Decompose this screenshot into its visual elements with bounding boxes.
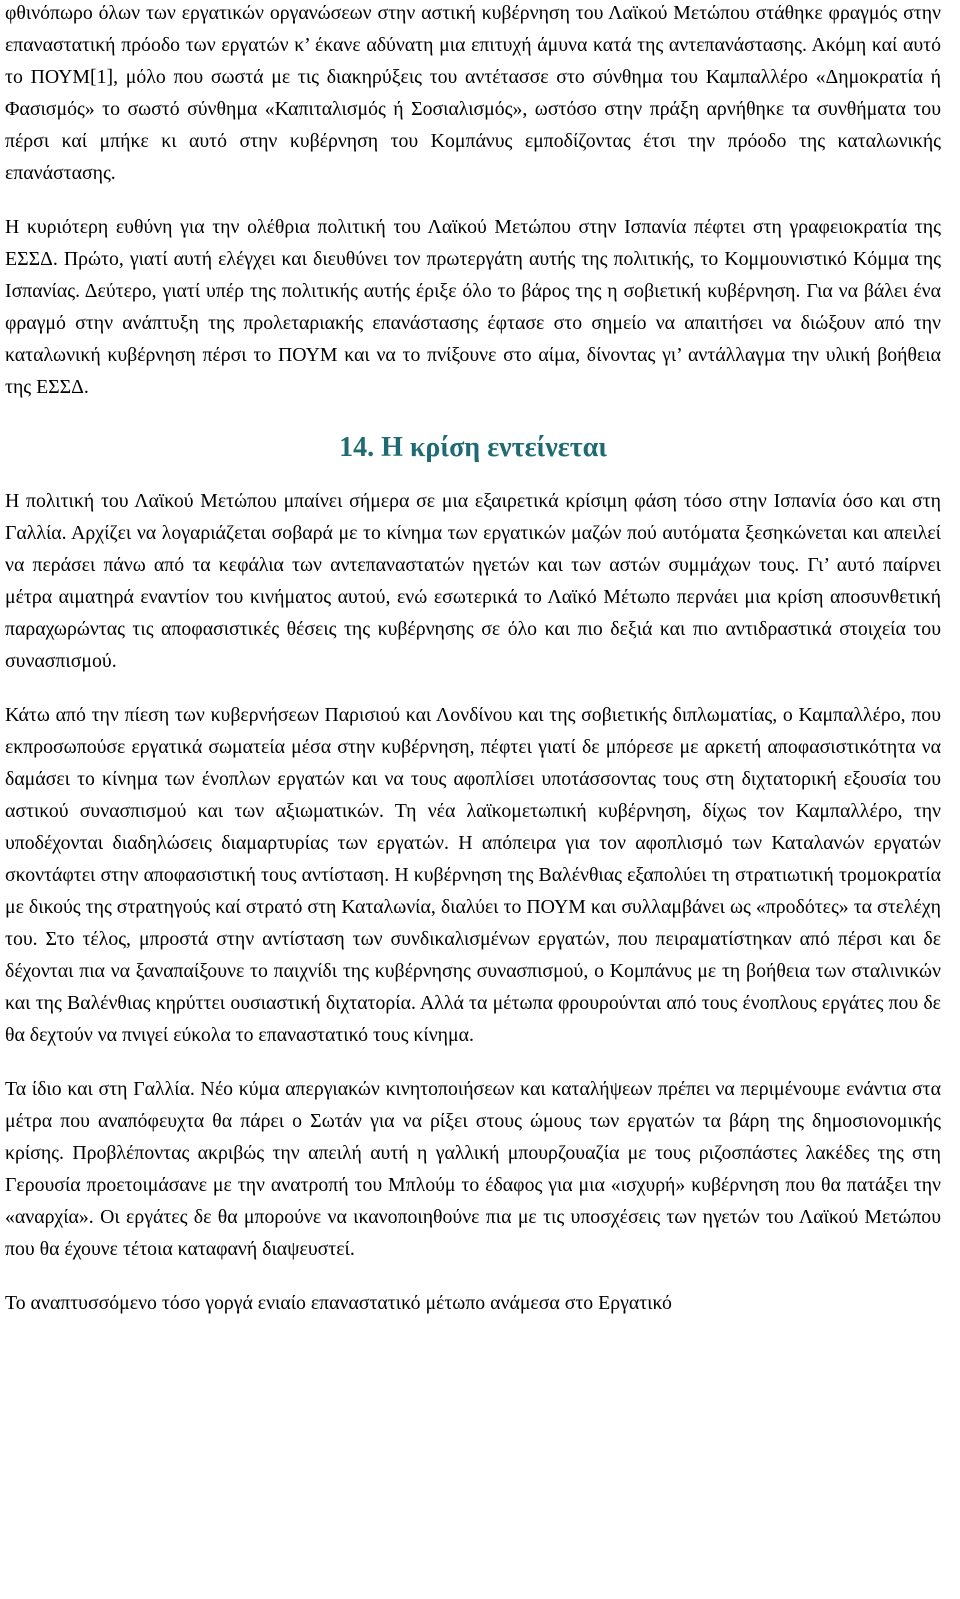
body-paragraph: Κάτω από την πίεση των κυβερνήσεων Παρισιού και Λονδίνου και της σοβιετικής διπλωματίας, ο Καμπαλλέρο, που εκπροσωπούσε εργατικά σωματεία μέσα στην κυβέρνηση, πέφτει γιατί δε μπόρεσε με αρκετή αποφασιστικότητα να δαμάσει το κίνημα των ένοπλων εργατών και να τους αφοπλίσει υποτάσσοντας τους στη διχτατορική εξουσία του αστικού συνασπισμού και των αξιωματικών. Τη νέα λαϊκομετωπική κυβέρνηση, δίχως τον Καμπαλλέρο, την υποδέχονται διαδηλώσεις διαμαρτυρίας των εργατών. Η απόπειρα για τον αφοπλισμό των Καταλανών εργατών σκοντάφτει στην αποφασιστική τους αντίσταση. Η κυβέρνηση της Βαλένθιας εξαπολύει τη στρατιωτική τρομοκρατία με δικούς της στρατηγούς καί στρατό στη Καταλωνία, διαλύει το ΠΟΥΜ και συλλαμβάνει ως «προδότες» τα στελέχη του. Στο τέλος, μπροστά στην αντίσταση των συνδικαλισμένων εργατών, που πειραματίστηκαν από πέρσι και δε δέχονται πια να ξαναπαίξουνε το παιχνίδι της κυβέρνησης συνασπισμού, ο Κομπάνυς με τη βοήθεια των σταλινικών και της Βαλένθιας κηρύττει ουσιαστική διχτατορία. Αλλά τα μέτωπα φρουρούνται από τους ένοπλους εργάτες που δε θα δεχτούν να πνιγεί εύκολα το επαναστατικό τους κίνημα. [5,704,941,1046]
body-paragraph: Η πολιτική του Λαϊκού Μετώπου μπαίνει σήμερα σε μια εξαιρετικά κρίσιμη φάση τόσο στην Ισπανία όσο και στη Γαλλία. Αρχίζει να λογαριάζεται σοβαρά με το κίνημα των εργατικών μαζών πού αυτόματα ξεσηκώνεται και απειλεί να περάσει πάνω από τα κεφάλια των αντεπαναστατών ηγετών και των αστών συμμάχων τους. Γι’ αυτό παίρνει μέτρα αιματηρά εναντίον του κινήματος αυτού, ενώ εσωτερικά το Λαϊκό Μέτωπο περνάει μια κρίση αποσυνθετική παραχωρώντας τις αποφασιστικές θέσεις της κυβέρνησης σε όλο και πιο δεξιά και πιο αντιδραστικά στοιχεία του συνασπισμού. [5,490,941,672]
body-paragraph: Τα ίδιο και στη Γαλλία. Νέο κύμα απεργιακών κινητοποιήσεων και καταλήψεων πρέπει να περιμένουμε ενάντια στα μέτρα που αναπόφευχτα θα πάρει ο Σωτάν για να ρίξει στους ώμους των εργατών τα βάρη της δημοσιονομικής κρίσης. Προβλέποντας ακριβώς την απειλή αυτή η γαλλική μπουρζουαζία με τους ριζοσπάστες λακέδες της στη Γερουσία προετοιμάσανε με την ανατροπή του Μπλούμ το έδαφος για μια «ισχυρή» κυβέρνηση που θα πατάξει την «αναρχία». Οι εργάτες δε θα μπορούνε να ικανοποιηθούνε πια με τις υποσχέσεις των ηγετών του Λαϊκού Μετώπου που θα έχουνε τέτοια καταφανή διαψευστεί. [5,1078,941,1260]
body-paragraph: φθινόπωρο όλων των εργατικών οργανώσεων στην αστική κυβέρνηση του Λαϊκού Μετώπου στάθηκε φραγμός στην επαναστατική πρόοδο των εργατών κ’ έκανε αδύνατη μια επιτυχή άμυνα κατά της αντεπανάστασης. Ακόμη καί αυτό το ΠΟΥΜ[1], μόλο που σωστά με τις διακηρύξεις του αντέτασσε στο σύνθημα του Καμπαλλέρο «Δημοκρατία ή Φασισμός» το σωστό σύνθημα «Καπιταλισμός ή Σοσιαλισμός», ωστόσο στην πράξη αρνήθηκε τα συνθήματα του πέρσι καί μπήκε κι αυτό στην κυβέρνηση του Κομπάνυς εμποδίζοντας έτσι την πρόοδο της καταλωνικής επανάστασης. [5,2,941,184]
body-paragraph: Το αναπτυσσόμενο τόσο γοργά ενιαίο επαναστατικό μέτωπο ανάμεσα στο Εργατικό [5,1292,672,1314]
body-paragraph: Η κυριότερη ευθύνη για την ολέθρια πολιτική του Λαϊκού Μετώπου στην Ισπανία πέφτει στη γραφειοκρατία της ΕΣΣΔ. Πρώτο, γιατί αυτή ελέγχει και διευθύνει τον πρωτεργάτη αυτής της πολιτικής, το Κομμουνιστικό Κόμμα της Ισπανίας. Δεύτερο, γιατί υπέρ της πολιτικής αυτής έριξε όλο το βάρος της η σοβιετική κυβέρνηση. Για να βάλει ένα φραγμό στην ανάπτυξη της προλεταριακής επανάστασης έφτασε στο σημείο να απαιτήσει να διώξουν από την καταλωνική κυβέρνηση πέρσι το ΠΟΥΜ και να το πνίξουνε στο αίμα, δίνοντας γι’ αντάλλαγμα την υλική βοήθεια της ΕΣΣΔ. [5,216,941,398]
section-heading: 14. Η κρίση εντείνεται [339,432,607,463]
